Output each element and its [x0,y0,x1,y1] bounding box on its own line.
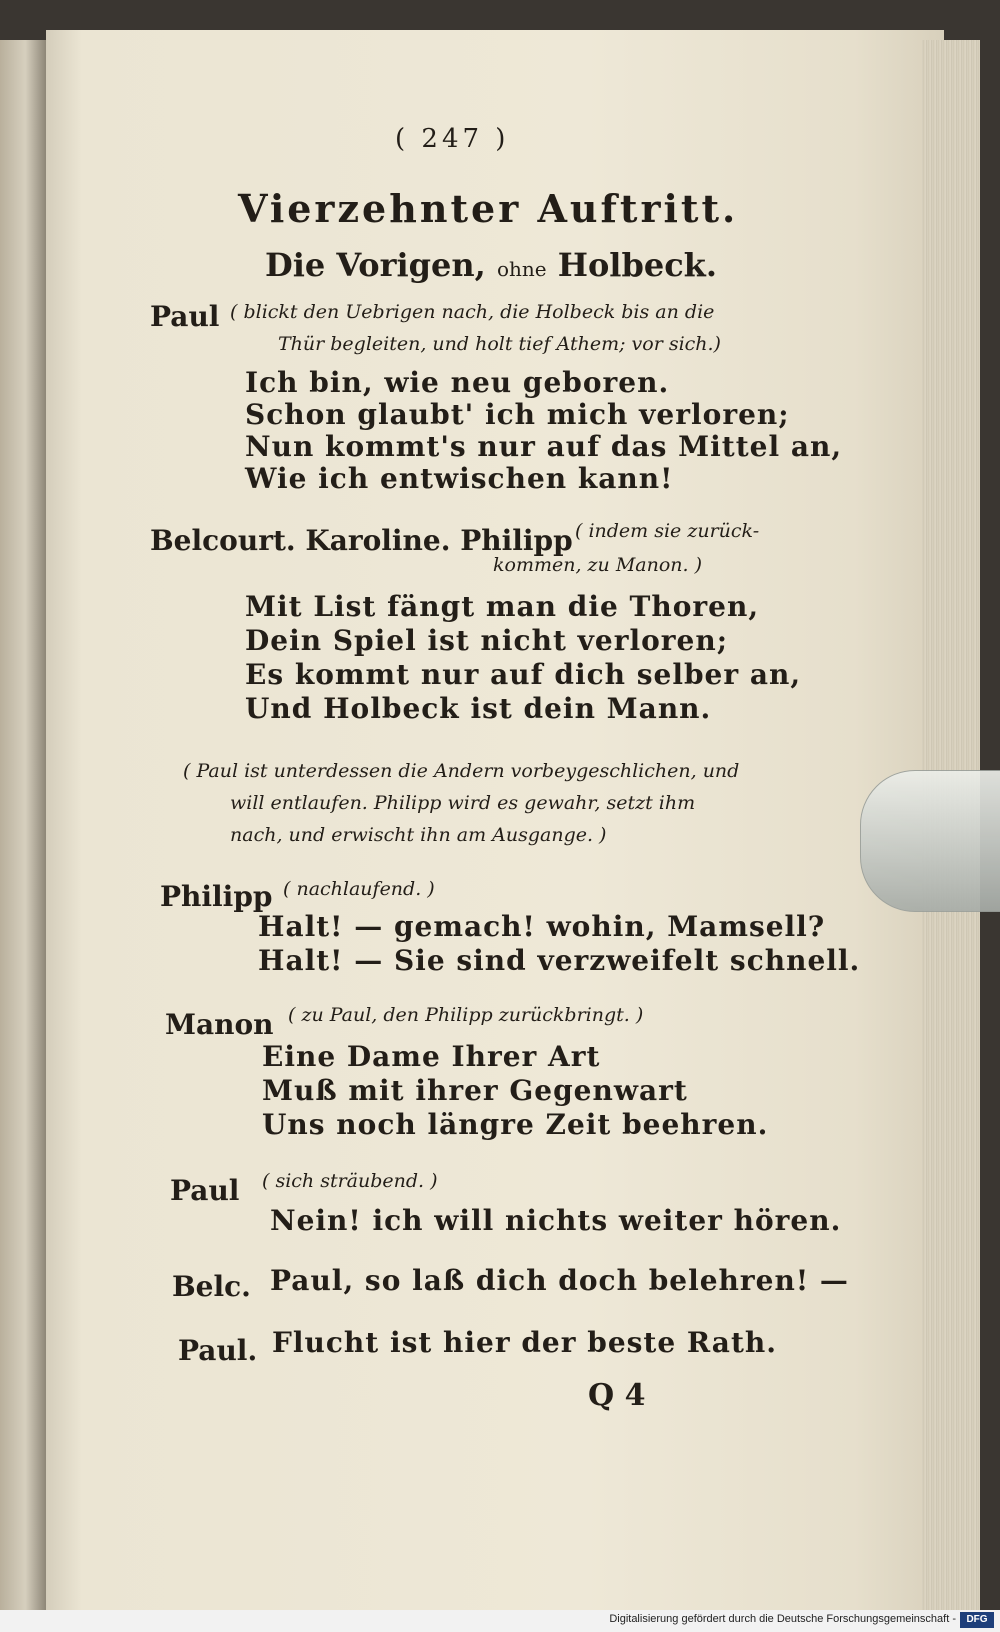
verse-line: Flucht ist hier der beste Rath. [272,1326,777,1359]
verse-line: Mit List fängt man die Thoren, [245,590,760,623]
stage-direction: ( Paul ist unterdessen die Andern vorbeygeschlichen, und [183,760,740,782]
page-clip [860,770,1000,912]
verse-line: Wie ich entwischen kann! [245,462,674,495]
stage-direction: ( blickt den Uebrigen nach, die Holbeck bis an die [230,301,715,323]
dfg-logo: DFG [960,1612,994,1628]
footer-credit: Digitalisierung gefördert durch die Deutsche Forschungsgemeinschaft - [609,1613,956,1625]
speaker-name: Paul [150,300,220,333]
speaker-name: Paul. [178,1334,258,1367]
verse-line: Muß mit ihrer Gegenwart [262,1074,688,1107]
verse-line: Halt! — Sie sind verzweifelt schnell. [258,944,861,977]
scene-cast-name: Holbeck. [557,246,717,284]
signature-mark: Q 4 [588,1378,646,1413]
scene-cast-note: ohne [496,257,547,281]
verse-line: Nein! ich will nichts weiter hören. [270,1204,842,1237]
verse-line: Paul, so laß dich doch belehren! — [270,1264,849,1297]
stage-direction: kommen, zu Manon. ) [493,554,703,576]
stage-direction: ( nachlaufend. ) [283,878,435,900]
verse-line: Dein Spiel ist nicht verloren; [245,624,729,657]
stage-direction: Thür begleiten, und holt tief Athem; vor sich.) [278,333,721,355]
verse-line: Ich bin, wie neu geboren. [245,366,670,399]
verse-line: Es kommt nur auf dich selber an, [245,658,802,691]
scene-cast-main: Die Vorigen, [265,246,486,284]
verse-line: Eine Dame Ihrer Art [262,1040,601,1073]
stage-direction: will entlaufen. Philipp wird es gewahr, setzt ihm [230,792,696,814]
stage-direction: nach, und erwischt ihn am Ausgange. ) [230,824,607,846]
verse-line: Halt! — gemach! wohin, Mamsell? [258,910,826,943]
stage-direction: ( sich sträubend. ) [262,1170,438,1192]
verse-line: Nun kommt's nur auf das Mittel an, [245,430,843,463]
verse-line: Uns noch längre Zeit beehren. [262,1108,769,1141]
stage-direction: ( indem sie zurück- [575,520,760,542]
page-number: ( 247 ) [395,124,510,154]
verse-line: Schon glaubt' ich mich verloren; [245,398,790,431]
facing-page-edge [0,40,46,1610]
scene-cast [265,246,717,284]
speaker-name: Belc. [172,1270,251,1303]
stage-direction: ( zu Paul, den Philipp zurückbringt. ) [288,1004,644,1026]
speaker-name: Manon [165,1008,274,1041]
speaker-name: Paul [170,1174,240,1207]
speaker-name: Philipp [160,880,273,913]
scene-title: Vierzehnter Auftritt. [238,186,739,231]
verse-line: Und Holbeck ist dein Mann. [245,692,712,725]
speaker-name: Belcourt. Karoline. Philipp [150,524,573,557]
